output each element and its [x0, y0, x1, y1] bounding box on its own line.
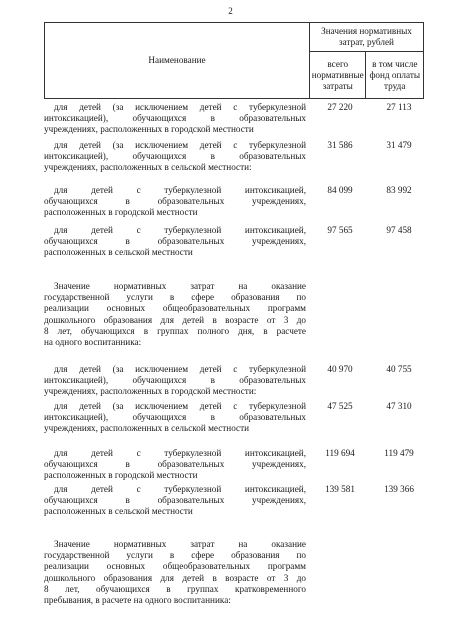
header-values-column: Значения нормативных затрат, рублей	[310, 23, 424, 52]
section-line: дошкольного образования для детей в возрасте от 3 до	[44, 572, 306, 583]
row-line: обучающихся в образовательных учреждениях,	[44, 196, 306, 207]
row-line: учреждениях, расположенных в сельской местности	[44, 423, 250, 434]
section-line: дошкольного образования для детей в возрасте от 3 до	[44, 314, 306, 325]
section-line: на одного воспитанника:	[44, 337, 142, 348]
row-line: расположенных в городской местности	[44, 470, 198, 481]
section-line: пребывания, в расчете на одного воспитанника:	[44, 595, 231, 606]
row-description	[44, 364, 306, 398]
section-line: Значение нормативных затрат на оказание	[54, 539, 306, 549]
section-line: Значение нормативных затрат на оказание	[54, 281, 306, 291]
section-line: реализации основных общеобразовательных программ	[44, 561, 306, 572]
row-total-value: 139 581	[325, 484, 355, 494]
row-total-value: 47 525	[327, 401, 353, 411]
row-wage-value: 97 458	[386, 225, 412, 235]
row-line: интоксикацией), обучающихся в образовательных	[44, 412, 306, 423]
row-line: учреждениях, расположенных в городской местности:	[44, 386, 257, 397]
row-line: обучающихся в образовательных учреждениях,	[44, 236, 306, 247]
row-description	[44, 448, 306, 482]
row-description	[44, 140, 306, 174]
section-line: реализации основных общеобразовательных программ	[44, 303, 306, 314]
row-total-value: 40 970	[327, 364, 353, 374]
header-total-column: всего нормативные затраты	[310, 52, 366, 99]
row-line: интоксикацией), обучающихся в образовательных	[44, 113, 306, 124]
section-heading	[44, 281, 306, 348]
header-name-column: Наименование	[45, 23, 310, 99]
section-line: 8 лет, обучающихся в группах кратковременного	[44, 583, 306, 594]
row-wage-value: 47 310	[386, 401, 412, 411]
row-total-value: 97 565	[327, 225, 353, 235]
row-line: для детей с туберкулезной интоксикацией,	[54, 484, 306, 494]
row-line: обучающихся в образовательных учреждениях,	[44, 495, 306, 506]
row-total-value: 31 586	[327, 140, 353, 150]
row-line: расположенных в сельской местности	[44, 247, 193, 258]
row-total-value: 84 099	[327, 185, 353, 195]
row-total-value: 119 694	[325, 448, 355, 458]
row-line: для детей (за исключением детей с туберкулезной	[54, 102, 306, 112]
row-line: обучающихся в образовательных учреждениях,	[44, 459, 306, 470]
section-heading	[44, 539, 306, 606]
row-line: учреждениях, расположенных в городской местности	[44, 124, 254, 135]
row-line: интоксикацией), обучающихся в образовательных	[44, 375, 306, 386]
page-number: 2	[228, 6, 233, 16]
row-description	[44, 185, 306, 219]
section-line: государственной услуги в сфере образования по	[44, 292, 306, 303]
row-wage-value: 139 366	[384, 484, 414, 494]
section-line: государственной услуги в сфере образования по	[44, 550, 306, 561]
row-line: для детей (за исключением детей с туберкулезной	[54, 401, 306, 411]
section-line: 8 лет, обучающихся в группах полного дня, в расчете	[44, 325, 306, 336]
table-header	[44, 22, 424, 99]
row-line: интоксикацией), обучающихся в образовательных	[44, 151, 306, 162]
row-line: для детей (за исключением детей с туберкулезной	[54, 140, 306, 150]
row-wage-value: 31 479	[386, 140, 412, 150]
row-description	[44, 102, 306, 136]
row-total-value: 27 220	[327, 102, 353, 112]
row-wage-value: 83 992	[386, 185, 412, 195]
row-description	[44, 401, 306, 435]
row-description	[44, 484, 306, 518]
row-line: для детей с туберкулезной интоксикацией,	[54, 448, 306, 458]
header-wage-column: в том числе фонд оплаты труда	[366, 52, 424, 99]
row-line: для детей с туберкулезной интоксикацией,	[54, 225, 306, 235]
row-wage-value: 119 479	[384, 448, 414, 458]
row-line: для детей (за исключением детей с туберкулезной	[54, 364, 306, 374]
row-line: для детей с туберкулезной интоксикацией,	[54, 185, 306, 195]
row-wage-value: 27 113	[386, 102, 412, 112]
row-line: расположенных в сельской местности	[44, 506, 193, 517]
row-line: расположенных в городской местности	[44, 207, 198, 218]
row-wage-value: 40 755	[386, 364, 412, 374]
row-line: учреждениях, расположенных в сельской местности:	[44, 162, 252, 173]
row-description	[44, 225, 306, 259]
